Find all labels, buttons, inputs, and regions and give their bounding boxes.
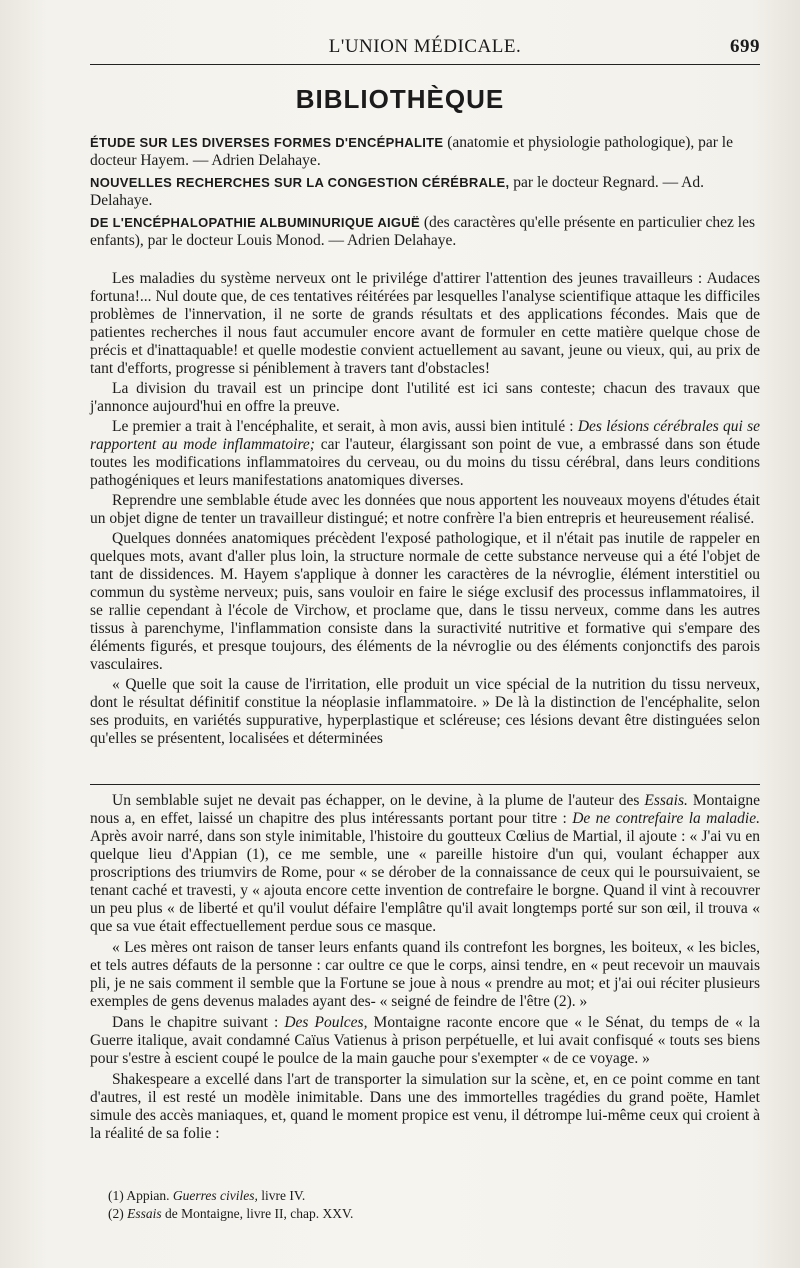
- bibliography-entry: [90, 214, 760, 250]
- running-title: L'UNION MÉDICALE.: [328, 36, 522, 57]
- review-paragraph: Quelques données anatomiques précèdent l'exposé pathologique, et il n'était pas inutile de rappeler en quelques mots, avant d'aller plus loin, la structure normale de cette substance nerveuse qui a été l'objet de tant de dissidences. M. Hayem s'applique à donner les caractères de la névroglie, élément interstitiel ou commun du système nerveux; puis, sans vouloir en faire le siége exclusif des processus inflammatoires, il se rallie cependant à l'école de Virchow, et proclame que, dans le tissu nerveux, comme dans les autres tissus à parenchyme, l'inflammation consiste dans la suractivité nutritive et formative qui s'empare des éléments figurés, et presque toujours, des éléments de la névroglie ou des éléments conjonctifs des parois vasculaires.: [90, 530, 760, 673]
- feuilleton-divider: [90, 784, 760, 785]
- footnote-number: (2): [108, 1206, 128, 1221]
- bibliography-entry: [90, 174, 760, 210]
- feuilleton-text-run: Montaigne nous a, en effet, laissé un chapitre des plus intéressants portant pour titre :: [90, 792, 760, 827]
- review-text-run: Le premier a trait à l'encéphalite, et serait, à mon avis, aussi bien intitulé :: [112, 418, 578, 435]
- bibliography-list: [90, 134, 760, 254]
- entry-details: (des caractères qu'elle présente en particulier chez les enfants), par le docteur Louis Monod. — Adrien Delahaye.: [90, 214, 755, 249]
- review-paragraph: « Quelle que soit la cause de l'irritation, elle produit un vice spécial de la nutrition du tissu nerveux, dont le résultat définitif constitue la néoplasie inflammatoire. » De là la distinction de l'encéphalite, selon ses produits, en variétés suppurative, hyperplastique et scléreuse; ces lésions devant être distinguées selon qu'elles se présentent, localisées et déterminées: [90, 676, 760, 747]
- footnote-title: Guerres civiles,: [172, 1188, 258, 1203]
- review-text-run: car l'auteur, élargissant son point de vue, a embrassé dans son étude toutes les modifications inflammatoires du cerveau, ou du moins du tissu cérébral, dans leurs conditions pathogéniques et leurs manifestations anatomiques diverses.: [90, 436, 760, 489]
- feuilleton-text-run: Dans le chapitre suivant :: [112, 1014, 285, 1031]
- entry-details: par le docteur Regnard. — Ad. Delahaye.: [90, 174, 704, 209]
- feuilleton-text-run: Un semblable sujet ne devait pas échapper, on le devine, à la plume de l'auteur des: [112, 792, 645, 809]
- footnote-title: Essais: [127, 1206, 162, 1221]
- footnote-text: livre IV.: [257, 1188, 306, 1203]
- feuilleton-text: [90, 792, 760, 1146]
- section-heading: BIBLIOTHÈQUE: [295, 84, 505, 114]
- bibliography-entry: [90, 134, 760, 170]
- footnote: [108, 1188, 758, 1204]
- running-header: [90, 30, 760, 60]
- feuilleton-paragraph: Shakespeare a excellé dans l'art de transporter la simulation sur la scène, et, en ce point comme en tant d'autres, il est resté un modèle inimitable. Dans une des immortelles tragédies du grand poëte, Hamlet simule des accès maniaques, et, quand le moment propice est venu, il détrompe lui-même ceux qui croient à la réalité de sa folie :: [90, 1071, 760, 1142]
- footnotes: [108, 1188, 758, 1224]
- entry-details: (anatomie et physiologie pathologique), par le docteur Hayem. — Adrien Delahaye.: [90, 134, 733, 169]
- feuilleton-text-run: Montaigne raconte encore que « le Sénat, du temps de « la Guerre italique, avait condamné Caïus Vatienus à prison perpétuelle, et lui avait confisqué « touts ses biens pour s'estre à escient coupé le poulce de la main gauche pour s'exempter « de ce voyage. »: [90, 1014, 760, 1067]
- footnote: [108, 1206, 758, 1222]
- review-paragraph: [90, 418, 760, 490]
- header-rule: [90, 64, 760, 65]
- feuilleton-italic: Des Poulces,: [284, 1014, 368, 1031]
- review-text: [90, 270, 760, 750]
- footnote-number: (1) Appian.: [108, 1188, 173, 1203]
- entry-title: ÉTUDE SUR LES DIVERSES FORMES D'ENCÉPHALITE: [90, 135, 444, 150]
- feuilleton-italic: Essais.: [644, 792, 688, 809]
- review-paragraph: Les maladies du système nerveux ont le privilége d'attirer l'attention des jeunes travailleurs : Audaces fortuna!... Nul doute que, de ces tentatives réitérées par lesquelles l'analyse scientifique attaque les difficiles problèmes de l'innervation, il ne sorte de grands résultats et des applications fécondes. Mais que de patientes recherches il nous faut accumuler encore avant de formuler en cette matière quelque chose de précis et d'inattaquable! et quelle modestie convient actuellement au savant, jeune ou vieux, qui, au prix de tant d'efforts, progresse si péniblement à travers tant d'obstacles!: [90, 270, 760, 377]
- entry-title: DE L'ENCÉPHALOPATHIE ALBUMINURIQUE AIGUË: [90, 215, 420, 230]
- feuilleton-text-run: Après avoir narré, dans son style inimitable, l'histoire du goutteux Cœlius de Martial, il ajoute : « J'ai vu en quelque lieu d'Appian (1), ce me semble, une « pareille histoire d'un qui, voulant échapper aux proscriptions des triumvirs de Rome, pour « se dérober de la connaissance de ceux qui le poursuivaient, se tenant caché et travesti, y « ajouta encore cette invention de contrefaire le borgne. Quand il vint à recouvrer un peu plus « de liberté et qu'il voulut défaire l'emplâtre qu'il avait longtemps porté sur son œil, il trouva « que sa vue était effectuellement perdue sous ce masque.: [90, 828, 760, 935]
- review-paragraph: La division du travail est un principe dont l'utilité est ici sans conteste; chacun des travaux que j'annonce aujourd'hui en offre la preuve.: [90, 380, 760, 415]
- feuilleton-paragraph: « Les mères ont raison de tanser leurs enfants quand ils contrefont les borgnes, les boiteux, « les bicles, et tels autres défauts de la personne : car oultre ce que le corps, ainsi tendre, en « peut recevoir un mauvais pli, je ne sais comment il semble que la Fortune se joue à nous « prendre au mot; et j'ai oui réciter plusieurs exemples de gens devenus malades ayant des- « seigné de feindre de l'être (2). »: [90, 939, 760, 1010]
- footnote-text: de Montaigne, livre II, chap. XXV.: [161, 1206, 354, 1221]
- feuilleton-italic: De ne contrefaire la maladie.: [572, 810, 760, 827]
- entry-title: NOUVELLES RECHERCHES SUR LA CONGESTION CÉRÉBRALE,: [90, 175, 510, 190]
- feuilleton-paragraph: [90, 792, 760, 936]
- feuilleton-paragraph: [90, 1014, 760, 1068]
- review-paragraph: Reprendre une semblable étude avec les données que nous apportent les nouveaux moyens d'études était un objet digne de tenter un travailleur distingué; et notre confrère l'a bien entrepris et heureusement réalisé.: [90, 492, 760, 527]
- review-italic-title: Des lésions cérébrales qui se rapportent au mode inflammatoire;: [90, 418, 760, 453]
- page-number: 699: [730, 36, 760, 57]
